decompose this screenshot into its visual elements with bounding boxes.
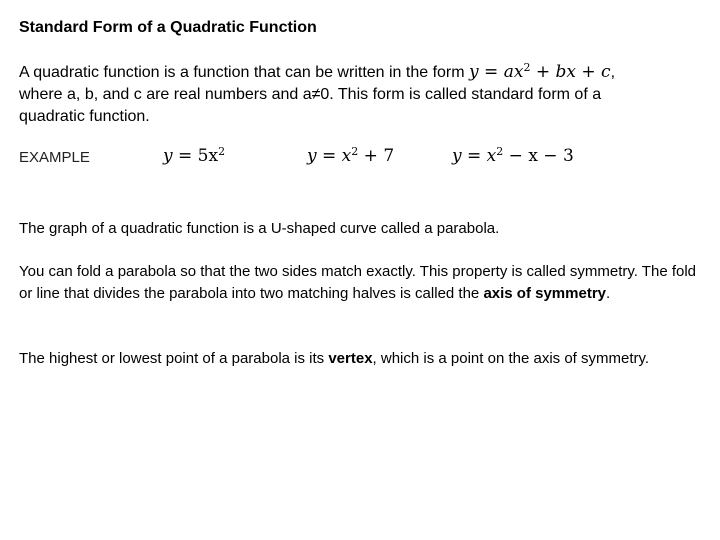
page-title: Standard Form of a Quadratic Function	[19, 19, 317, 36]
definition-line-3: quadratic function.	[19, 108, 150, 125]
parabola-term: parabola	[436, 220, 496, 237]
parabola-paragraph: The graph of a quadratic function is a U-shaped curve called a parabola.	[19, 220, 500, 237]
vertex-term: vertex	[328, 350, 373, 367]
example-equation-2: $y = x^2 + 7$	[307, 145, 395, 166]
vertex-paragraph: The highest or lowest point of a parabola is its vertex, which is a point on the axis of symmetry.	[19, 350, 650, 367]
standard-form-formula: $y = ax^2$ + bx + c	[469, 61, 611, 82]
axis-of-symmetry-term: axis of symmetry	[483, 285, 607, 302]
example-label: EXAMPLE	[19, 149, 90, 166]
definition-line-2: where a, b, and c are real numbers and a≠0. This form is called standard form of a	[19, 86, 602, 103]
example-equation-1: $y = 5x^2$	[163, 145, 226, 166]
symmetry-paragraph: You can fold a parabola so that the two sides match exactly. This property is called symmetry. The fold or line that divides the parabola into two matching halves is called the axis of symmetry.	[19, 263, 697, 302]
definition-line-1-end: ,	[610, 64, 616, 81]
example-equation-3: $y = x^2 - x - 3$	[452, 145, 574, 166]
definition-line-1-text: A quadratic function is a function that can be written in the form	[19, 64, 470, 81]
definition-paragraph	[19, 61, 699, 128]
